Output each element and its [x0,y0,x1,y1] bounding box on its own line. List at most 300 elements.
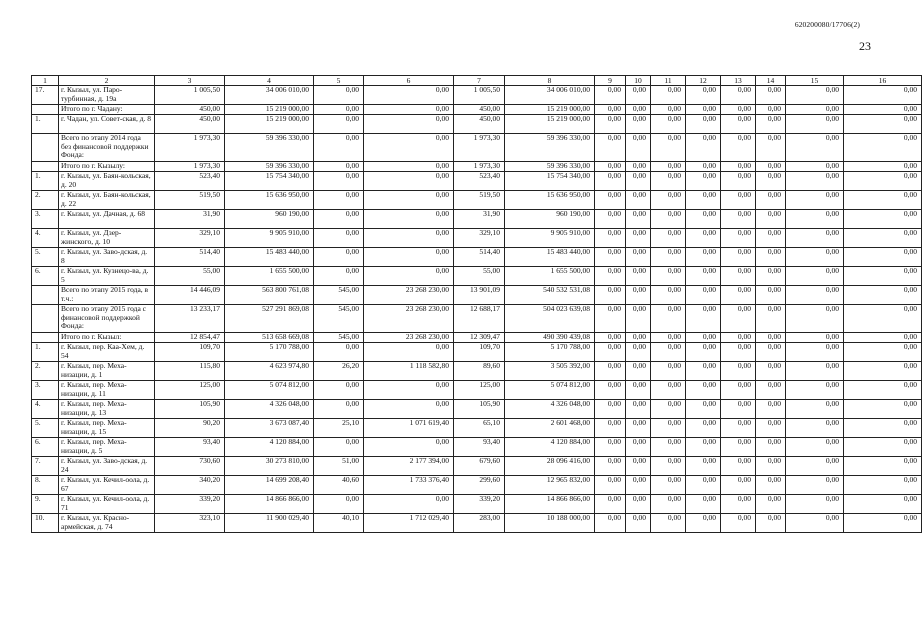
value-cell: 0,00 [314,381,364,400]
value-cell: 0,00 [626,134,651,162]
value-cell: 15 219 000,00 [225,105,314,115]
value-cell: 4 326 048,00 [225,400,314,419]
value-cell: 0,00 [844,419,922,438]
table-row [32,191,922,210]
value-cell: 1 655 500,00 [505,267,595,286]
value-cell: 0,00 [686,134,721,162]
address-cell: г. Кызыл, пер. Меха-низации, д. 13 [59,400,155,419]
value-cell: 0,00 [314,86,364,105]
value-cell: 0,00 [786,210,844,229]
value-cell: 0,00 [626,105,651,115]
value-cell: 4 120 884,00 [225,438,314,457]
value-cell: 0,00 [721,476,756,495]
value-cell: 0,00 [686,162,721,172]
value-cell: 283,00 [454,514,505,533]
value-cell: 0,00 [651,248,686,267]
value-cell: 59 396 330,00 [505,134,595,162]
column-number: 7 [454,76,505,86]
address-cell: г. Кызыл, ул. Заво-дская, д. 24 [59,457,155,476]
value-cell: 0,00 [844,381,922,400]
address-cell: г. Кызыл, пер. Меха-низации, д. 11 [59,381,155,400]
address-cell: г. Кызыл, ул. Кузнецо-ва, д. 5 [59,267,155,286]
value-cell: 545,00 [314,333,364,343]
row-number-cell: 8. [32,476,59,495]
value-cell: 0,00 [595,514,626,533]
value-cell: 23 268 230,00 [364,286,454,305]
value-cell: 0,00 [786,286,844,305]
value-cell: 0,00 [651,172,686,191]
value-cell: 0,00 [756,333,786,343]
value-cell: 0,00 [844,343,922,362]
value-cell: 0,00 [686,191,721,210]
row-number-cell [32,134,59,162]
value-cell: 0,00 [756,438,786,457]
row-number-cell [32,286,59,305]
value-cell: 519,50 [454,191,505,210]
value-cell: 0,00 [844,229,922,248]
value-cell: 0,00 [364,86,454,105]
table-row [32,229,922,248]
value-cell: 0,00 [721,419,756,438]
value-cell: 323,10 [155,514,225,533]
value-cell: 0,00 [686,172,721,191]
value-cell: 0,00 [786,476,844,495]
value-cell: 1 005,50 [454,86,505,105]
value-cell: 0,00 [651,438,686,457]
value-cell: 55,00 [155,267,225,286]
value-cell: 0,00 [595,305,626,333]
value-cell: 0,00 [786,381,844,400]
value-cell: 0,00 [786,343,844,362]
address-cell: г. Кызыл, ул. Кечил-оола, д. 67 [59,476,155,495]
value-cell: 0,00 [364,191,454,210]
value-cell: 23 268 230,00 [364,333,454,343]
value-cell: 0,00 [364,381,454,400]
table-row [32,362,922,381]
value-cell: 0,00 [721,115,756,134]
value-cell: 0,00 [786,333,844,343]
value-cell: 0,00 [844,210,922,229]
value-cell: 0,00 [756,419,786,438]
document-code: 620200080/17706(2) [794,20,860,29]
row-number-cell [32,162,59,172]
value-cell: 0,00 [595,343,626,362]
value-cell: 0,00 [844,457,922,476]
value-cell: 0,00 [626,333,651,343]
value-cell: 0,00 [651,381,686,400]
value-cell: 0,00 [626,172,651,191]
value-cell: 0,00 [786,362,844,381]
column-number: 9 [595,76,626,86]
value-cell: 105,90 [155,400,225,419]
value-cell: 0,00 [626,115,651,134]
value-cell: 0,00 [314,400,364,419]
value-cell: 0,00 [721,381,756,400]
value-cell: 0,00 [786,229,844,248]
value-cell: 59 396 330,00 [225,162,314,172]
value-cell: 0,00 [721,267,756,286]
value-cell: 0,00 [686,343,721,362]
value-cell: 1 655 500,00 [225,267,314,286]
value-cell: 0,00 [844,362,922,381]
value-cell: 0,00 [651,514,686,533]
value-cell: 0,00 [651,191,686,210]
value-cell: 9 905 910,00 [225,229,314,248]
value-cell: 514,40 [454,248,505,267]
row-number-cell: 1. [32,115,59,134]
value-cell: 0,00 [756,476,786,495]
value-cell: 0,00 [844,267,922,286]
value-cell: 0,00 [626,229,651,248]
row-number-cell: 4. [32,229,59,248]
value-cell: 0,00 [595,381,626,400]
table-body [32,76,922,533]
value-cell: 523,40 [454,172,505,191]
table-row [32,419,922,438]
value-cell: 0,00 [595,162,626,172]
value-cell: 0,00 [595,362,626,381]
value-cell: 1 973,30 [454,162,505,172]
value-cell: 0,00 [595,457,626,476]
value-cell: 0,00 [686,210,721,229]
value-cell: 0,00 [626,86,651,105]
value-cell: 0,00 [686,476,721,495]
value-cell: 0,00 [686,362,721,381]
value-cell: 1 005,50 [155,86,225,105]
value-cell: 26,20 [314,362,364,381]
address-cell: г. Чадан, ул. Совет-ская, д. 8 [59,115,155,134]
value-cell: 0,00 [756,134,786,162]
value-cell: 0,00 [314,229,364,248]
value-cell: 0,00 [786,162,844,172]
table-row [32,134,922,162]
address-cell: г. Кызыл, ул. Дзер-жинского, д. 10 [59,229,155,248]
address-cell: г. Кызыл, ул. Паро-турбинная, д. 19а [59,86,155,105]
column-number: 16 [844,76,922,86]
value-cell: 527 291 869,08 [225,305,314,333]
column-number: 4 [225,76,314,86]
value-cell: 0,00 [626,248,651,267]
value-cell: 0,00 [626,419,651,438]
value-cell: 0,00 [721,333,756,343]
value-cell: 0,00 [686,305,721,333]
value-cell: 540 532 531,08 [505,286,595,305]
value-cell: 0,00 [721,400,756,419]
value-cell: 0,00 [844,105,922,115]
value-cell: 1 118 582,80 [364,362,454,381]
row-number-cell: 3. [32,381,59,400]
value-cell: 0,00 [626,162,651,172]
address-cell: Итого по г. Кызыл: [59,333,155,343]
value-cell: 0,00 [756,286,786,305]
value-cell: 0,00 [844,400,922,419]
column-number: 2 [59,76,155,86]
value-cell: 0,00 [756,457,786,476]
value-cell: 0,00 [786,115,844,134]
value-cell: 3 505 392,00 [505,362,595,381]
value-cell: 14 866 866,00 [225,495,314,514]
value-cell: 0,00 [756,105,786,115]
value-cell: 5 170 788,00 [505,343,595,362]
table-row [32,333,922,343]
value-cell: 15 754 340,00 [505,172,595,191]
value-cell: 0,00 [786,86,844,105]
value-cell: 513 658 669,08 [225,333,314,343]
data-table [31,75,922,533]
value-cell: 0,00 [651,86,686,105]
value-cell: 0,00 [844,305,922,333]
column-number: 1 [32,76,59,86]
value-cell: 15 636 950,00 [505,191,595,210]
table-row [32,105,922,115]
value-cell: 2 601 468,00 [505,419,595,438]
value-cell: 0,00 [364,210,454,229]
value-cell: 0,00 [595,400,626,419]
value-cell: 0,00 [364,248,454,267]
value-cell: 125,00 [155,381,225,400]
value-cell: 0,00 [651,419,686,438]
value-cell: 0,00 [756,229,786,248]
value-cell: 0,00 [721,457,756,476]
value-cell: 9 905 910,00 [505,229,595,248]
value-cell: 0,00 [686,267,721,286]
value-cell: 0,00 [595,286,626,305]
page-number: 23 [859,39,871,53]
value-cell: 5 074 812,00 [505,381,595,400]
address-cell: г. Кызыл, ул. Баян-кольская, д. 20 [59,172,155,191]
value-cell: 0,00 [786,305,844,333]
value-cell: 0,00 [756,362,786,381]
value-cell: 0,00 [364,229,454,248]
value-cell: 0,00 [756,191,786,210]
value-cell: 11 900 029,40 [225,514,314,533]
value-cell: 93,40 [454,438,505,457]
address-cell: г. Кызыл, пер. Меха-низации, д. 1 [59,362,155,381]
value-cell: 0,00 [686,229,721,248]
value-cell: 0,00 [651,362,686,381]
value-cell: 14 866 866,00 [505,495,595,514]
value-cell: 0,00 [364,495,454,514]
value-cell: 0,00 [721,343,756,362]
value-cell: 0,00 [595,333,626,343]
value-cell: 960 190,00 [225,210,314,229]
value-cell: 0,00 [686,86,721,105]
value-cell: 0,00 [844,438,922,457]
value-cell: 0,00 [686,514,721,533]
value-cell: 4 326 048,00 [505,400,595,419]
value-cell: 4 120 884,00 [505,438,595,457]
value-cell: 0,00 [721,105,756,115]
table-row [32,438,922,457]
value-cell: 0,00 [721,162,756,172]
value-cell: 1 973,30 [454,134,505,162]
value-cell: 30 273 810,00 [225,457,314,476]
value-cell: 0,00 [786,248,844,267]
table-row [32,305,922,333]
value-cell: 339,20 [155,495,225,514]
value-cell: 23 268 230,00 [364,305,454,333]
table-row [32,267,922,286]
value-cell: 0,00 [786,191,844,210]
value-cell: 125,00 [454,381,505,400]
table-row [32,400,922,419]
value-cell: 0,00 [756,172,786,191]
value-cell: 0,00 [844,172,922,191]
value-cell: 59 396 330,00 [225,134,314,162]
value-cell: 12 688,17 [454,305,505,333]
value-cell: 0,00 [686,419,721,438]
table-row [32,286,922,305]
column-number: 12 [686,76,721,86]
value-cell: 0,00 [686,457,721,476]
value-cell: 0,00 [314,438,364,457]
value-cell: 13 901,09 [454,286,505,305]
address-cell: Всего по этапу 2014 года без финансовой поддержки Фонда: [59,134,155,162]
value-cell: 0,00 [314,210,364,229]
value-cell: 40,10 [314,514,364,533]
value-cell: 514,40 [155,248,225,267]
value-cell: 0,00 [786,419,844,438]
value-cell: 0,00 [651,305,686,333]
value-cell: 0,00 [595,86,626,105]
value-cell: 28 096 416,00 [505,457,595,476]
value-cell: 0,00 [626,438,651,457]
value-cell: 0,00 [626,286,651,305]
value-cell: 0,00 [756,248,786,267]
value-cell: 0,00 [626,267,651,286]
value-cell: 0,00 [651,343,686,362]
row-number-cell: 3. [32,210,59,229]
value-cell: 0,00 [364,134,454,162]
value-cell: 0,00 [626,305,651,333]
value-cell: 15 219 000,00 [505,105,595,115]
value-cell: 340,20 [155,476,225,495]
value-cell: 0,00 [314,267,364,286]
value-cell: 0,00 [364,162,454,172]
value-cell: 0,00 [686,115,721,134]
row-number-cell: 1. [32,172,59,191]
value-cell: 0,00 [844,115,922,134]
row-number-cell: 5. [32,419,59,438]
value-cell: 0,00 [626,362,651,381]
value-cell: 0,00 [595,134,626,162]
value-cell: 0,00 [595,419,626,438]
value-cell: 0,00 [756,305,786,333]
value-cell: 1 071 619,40 [364,419,454,438]
value-cell: 0,00 [786,438,844,457]
row-number-cell: 4. [32,400,59,419]
value-cell: 109,70 [155,343,225,362]
value-cell: 0,00 [786,172,844,191]
value-cell: 0,00 [786,457,844,476]
value-cell: 0,00 [721,438,756,457]
row-number-cell: 9. [32,495,59,514]
value-cell: 5 074 812,00 [225,381,314,400]
value-cell: 89,60 [454,362,505,381]
value-cell: 0,00 [314,248,364,267]
value-cell: 0,00 [844,134,922,162]
address-cell: Всего по этапу 2015 года, в т.ч.: [59,286,155,305]
address-cell: г. Кызыл, пер. Каа-Хем, д. 54 [59,343,155,362]
value-cell: 0,00 [756,115,786,134]
value-cell: 450,00 [155,115,225,134]
value-cell: 0,00 [721,172,756,191]
value-cell: 960 190,00 [505,210,595,229]
value-cell: 329,10 [155,229,225,248]
value-cell: 0,00 [651,286,686,305]
value-cell: 15 219 000,00 [225,115,314,134]
row-number-cell: 17. [32,86,59,105]
column-number: 11 [651,76,686,86]
value-cell: 0,00 [686,248,721,267]
row-number-cell: 2. [32,362,59,381]
value-cell: 0,00 [786,267,844,286]
value-cell: 0,00 [626,457,651,476]
value-cell: 90,20 [155,419,225,438]
value-cell: 450,00 [454,105,505,115]
value-cell: 109,70 [454,343,505,362]
value-cell: 4 623 974,80 [225,362,314,381]
value-cell: 12 965 832,00 [505,476,595,495]
row-number-cell: 6. [32,267,59,286]
value-cell: 0,00 [364,438,454,457]
value-cell: 0,00 [721,362,756,381]
value-cell: 523,40 [155,172,225,191]
value-cell: 0,00 [364,400,454,419]
value-cell: 34 006 010,00 [225,86,314,105]
value-cell: 51,00 [314,457,364,476]
value-cell: 0,00 [651,115,686,134]
value-cell: 563 800 761,08 [225,286,314,305]
value-cell: 0,00 [686,105,721,115]
row-number-cell: 1. [32,343,59,362]
value-cell: 0,00 [595,248,626,267]
value-cell: 0,00 [756,210,786,229]
value-cell: 0,00 [844,286,922,305]
address-cell: Итого по г. Кызылу: [59,162,155,172]
value-cell: 0,00 [786,105,844,115]
address-cell: г. Кызыл, ул. Заво-дская, д. 8 [59,248,155,267]
value-cell: 0,00 [756,381,786,400]
table-row [32,210,922,229]
value-cell: 0,00 [651,162,686,172]
value-cell: 490 390 439,08 [505,333,595,343]
value-cell: 519,50 [155,191,225,210]
value-cell: 0,00 [756,495,786,514]
value-cell: 0,00 [626,400,651,419]
value-cell: 15 636 950,00 [225,191,314,210]
value-cell: 59 396 330,00 [505,162,595,172]
value-cell: 0,00 [626,191,651,210]
row-number-cell [32,333,59,343]
value-cell: 0,00 [651,210,686,229]
column-number: 10 [626,76,651,86]
value-cell: 0,00 [721,86,756,105]
row-number-cell: 5. [32,248,59,267]
value-cell: 14 446,09 [155,286,225,305]
value-cell: 0,00 [314,115,364,134]
value-cell: 0,00 [686,286,721,305]
value-cell: 10 188 000,00 [505,514,595,533]
table-row [32,162,922,172]
value-cell: 0,00 [721,191,756,210]
column-number: 14 [756,76,786,86]
address-cell: г. Кызыл, ул. Кечил-оола, д. 71 [59,495,155,514]
value-cell: 31,90 [454,210,505,229]
value-cell: 0,00 [721,305,756,333]
value-cell: 0,00 [721,248,756,267]
value-cell: 0,00 [314,162,364,172]
